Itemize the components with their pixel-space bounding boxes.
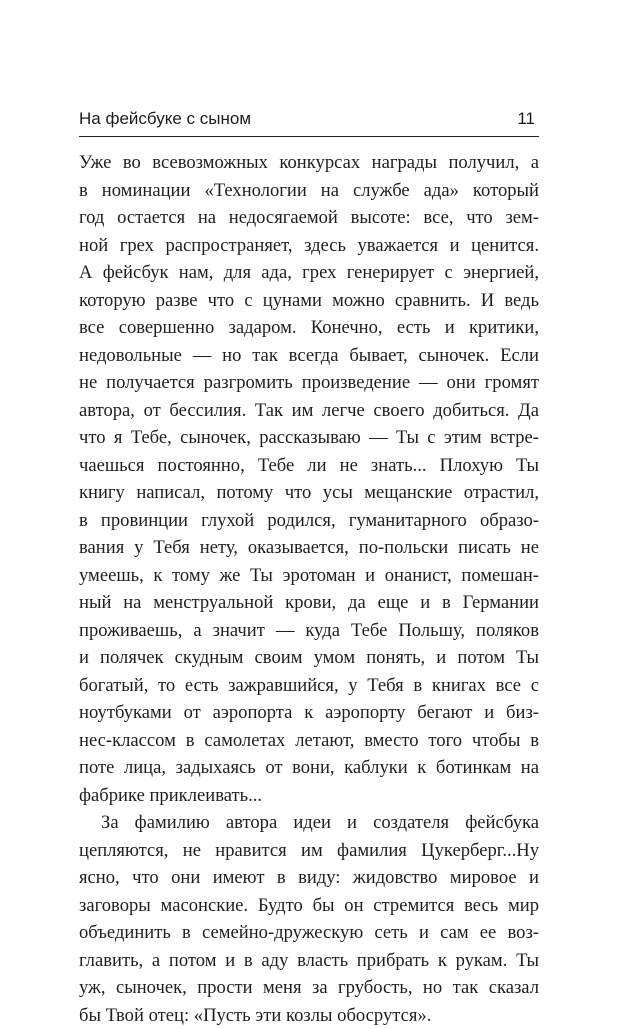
text-line: поте лица, задыхаясь от вони, каблуки к ботинкам на	[79, 754, 539, 782]
text-line: умеешь, к тому же Ты эротоман и онанист, помешан-	[79, 562, 539, 590]
chapter-title: На фейсбуке с сыном	[79, 106, 251, 132]
text-line: в номинации «Технологии на службе ада» который	[79, 177, 539, 205]
text-line: и полячек скудным своим умом понять, и потом Ты	[79, 644, 539, 672]
text-line: нес-классом в самолетах летают, вместо того чтобы в	[79, 727, 539, 755]
text-line: что я Тебе, сыночек, рассказываю — Ты с этим встре-	[79, 424, 539, 452]
text-line: все совершенно задаром. Конечно, есть и критики,	[79, 314, 539, 342]
text-line: ной грех распространяет, здесь уважается и ценится.	[79, 232, 539, 260]
text-line: ный на менструальной крови, да еще и в Германии	[79, 589, 539, 617]
page-number: 11	[517, 106, 535, 132]
text-line: вания у Тебя нету, оказывается, по-польски писать не	[79, 534, 539, 562]
text-line: ноутбуками от аэропорта к аэропорту бегают и биз-	[79, 699, 539, 727]
text-line: объединить в семейно-дружескую сеть и сам ее воз-	[79, 919, 539, 947]
header-rule	[79, 136, 539, 137]
text-line: фабрике приклеивать...	[79, 782, 539, 810]
text-line: богатый, то есть зажравшийся, у Тебя в книгах все с	[79, 672, 539, 700]
text-line: цепляются, не нравится им фамилия Цукерберг...Ну	[79, 837, 539, 865]
text-line: Уже во всевозможных конкурсах награды получил, а	[79, 149, 539, 177]
text-line: которую разве что с цунами можно сравнить. И ведь	[79, 287, 539, 315]
text-line: уж, сыночек, прости меня за грубость, но так сказал	[79, 974, 539, 1002]
text-line: бы Твой отец: «Пусть эти козлы обосрутся».	[79, 1002, 539, 1029]
running-head	[79, 106, 539, 132]
text-line: недовольные — но так всегда бывает, сыночек. Если	[79, 342, 539, 370]
text-line: За фамилию автора идеи и создателя фейсбука	[79, 809, 539, 837]
text-line: А фейсбук нам, для ада, грех генерирует с энергией,	[79, 259, 539, 287]
body-text	[79, 149, 539, 1029]
text-line: главить, а потом и в аду власть прибрать к рукам. Ты	[79, 947, 539, 975]
text-line: не получается разгромить произведение — они громят	[79, 369, 539, 397]
text-line: чаешься постоянно, Тебе ли не знать... Плохую Ты	[79, 452, 539, 480]
text-line: заговоры масонские. Будто бы он стремится весь мир	[79, 892, 539, 920]
text-line: ясно, что они имеют в виду: жидовство мировое и	[79, 864, 539, 892]
text-line: книгу написал, потому что усы мещанские отрастил,	[79, 479, 539, 507]
text-line: год остается на недосягаемой высоте: все, что зем-	[79, 204, 539, 232]
text-line: автора, от бессилия. Так им легче своего добиться. Да	[79, 397, 539, 425]
text-line: проживаешь, а значит — куда Тебе Польшу, поляков	[79, 617, 539, 645]
text-line: в провинции глухой родился, гуманитарного образо-	[79, 507, 539, 535]
